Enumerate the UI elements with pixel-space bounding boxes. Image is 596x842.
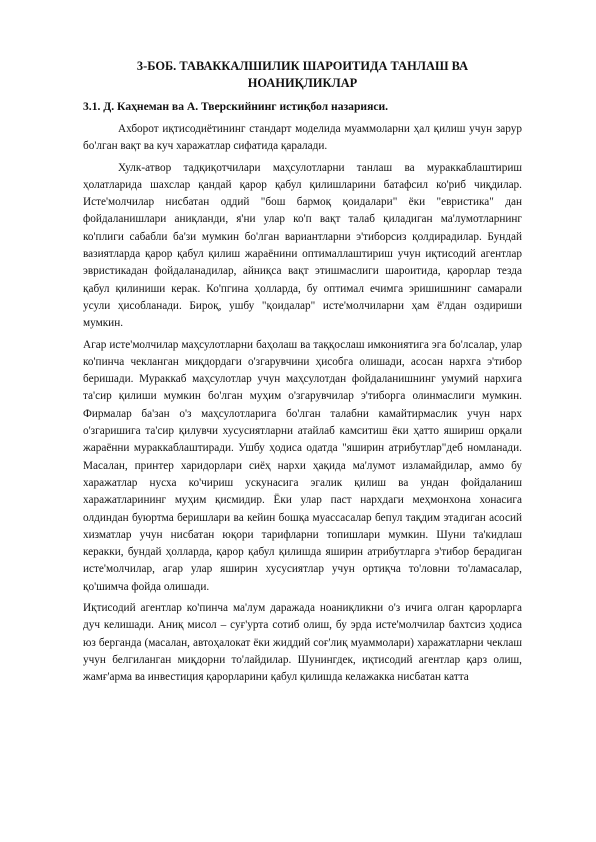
paragraph-2: Хулк-атвор тадқиқотчилари маҳсулотларни танлаш ва мураккаблаштириш ҳолатларида шахслар қандай қарор қабул қилишларини батафсил ко'риб чиқдилар. Исте'молчилар нисбатан оддий "бош бармоқ қоидалари" ёки "евристика" дан фойдаланишлари аниқланди, я'ни улар ко'п вақт талаб қиладиган ма'лумотларнинг ко'плиги сабабли ба'зи мумкин бо'лган вариантларни э'тиборсиз қолдирадилар. Бундай вазиятларда қарор қабул қилиш жараёнини оптималлаштириш учун иқтисодий агентлар эвристикадан фойдаланадилар, айниқса вақт этишмаслиги шароитида, қарорлар тезда қабул қилиниши керак. Ко'пгина ҳолларда, бу оптимал ечимга эришишнинг самарали усули ҳисобланади. Бироқ, ушбу "қоидалар" исте'молчиларни ҳам ё'лдан оздириши мумкин. — [83, 161, 522, 330]
chapter-title-line-2: НОАНИҚЛИКЛАР — [247, 76, 358, 90]
section-heading: 3.1. Д. Каҳнеман ва А. Тверскийнинг истиқбол назарияси. — [83, 100, 389, 113]
paragraph-1: Ахборот иқтисодиётининг стандарт моделида муаммоларни ҳал қилиш учун зарур бо'лган вақт ва куч харажатлар сифатида қаралади. — [83, 123, 522, 153]
paragraph-4: Иқтисодий агентлар ко'пинча ма'лум даражада ноаниқликни о'з ичига олган қарорларга дуч келишади. Аниқ мисол – суғ'урта сотиб олиш, бу эрда исте'молчилар бахтсиз ҳодиса юз берганда (масалан, автоҳалокат ёки жиддий соғ'лиқ муаммолари) харажатларни чеклаш учун белгиланган миқдорни то'лайдилар. Шунингдек, иқтисодий агентлар қарз олиш, жамғ'арма ва инвестиция қарорларини қабул қилишда келажакка нисбатан катта — [83, 602, 522, 684]
paragraph-3: Агар исте'молчилар маҳсулотларни баҳолаш ва таққослаш имкониятига эга бо'лсалар, улар ко'пинча чекланган миқдордаги о'згарувчини ҳисобга олишади, асосан нархга э'тибор беришади. Мураккаб маҳсулотлар учун маҳсулотдан фойдаланишнинг умумий нархига та'сир қилиши мумкин бо'лган муҳим о'згарувчилар э'тиборга олинмаслиги мумкин. Фирмалар ба'зан о'з маҳсулотларига бо'лган талабни камайтирмаслик учун нарх о'згаришига та'сир қилувчи хусусиятларни атайлаб камситиш ёки ҳатто яшириш орқали жараённи мураккаблаштиради. Ушбу ҳодиса одатда "яширин атрибутлар"деб номланади. Масалан, принтер харидорлари сиёҳ нархи ҳақида ма'лумот изламайдилар, аммо бу харажатлар нусха ко'чириш ускунасига эгалик қилиш ва ундан фойдаланиш харажатларининг муҳим қисмидир. Ёки улар паст нархдаги меҳмонхона хонасига олдиндан буюртма беришлари ва кейин бошқа муассасалар бепул тақдим этадиган асосий хизматлар учун нисбатан юқори тарифларни топишлари мумкин. Шуни та'кидлаш керакки, бундай ҳолларда, қарор қабул қилишда яширин атрибутларга э'тибор берадиган исте'молчилар, агар улар яширин хусусиятлар учун ортиқча то'ловни то'ламасалар, қо'шимча фойда олишади. — [83, 338, 522, 593]
chapter-title-line-1: 3-БОБ. ТАВАККАЛШИЛИК ШАРОИТИДА ТАНЛАШ ВА — [136, 59, 469, 73]
chapter-title — [83, 58, 522, 92]
